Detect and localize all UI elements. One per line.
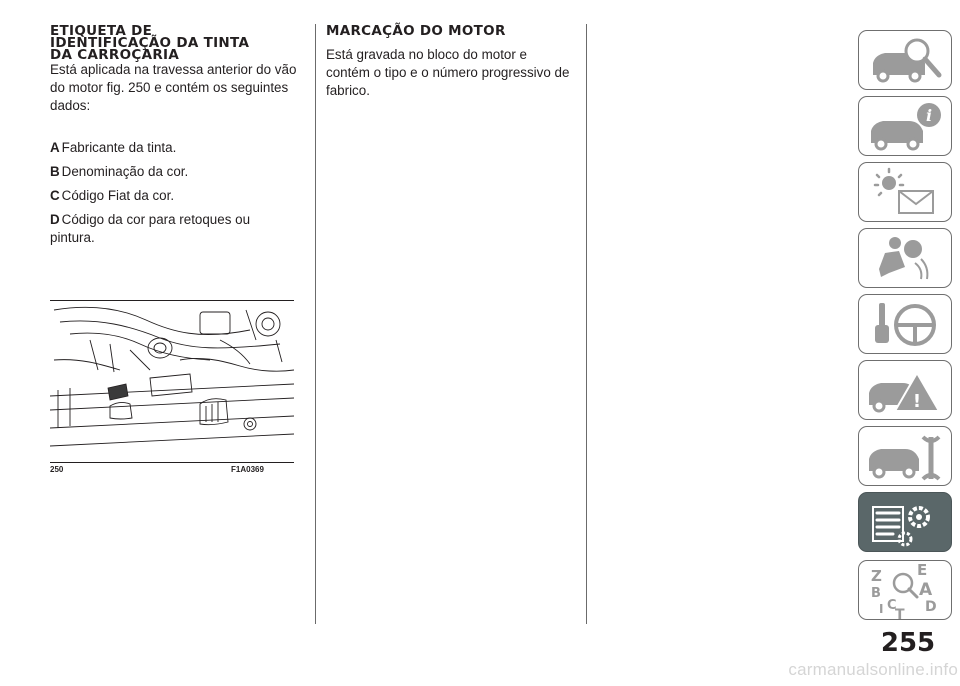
item-text-continued: pintura. [50,230,95,245]
paint-label-heading-line-2: IDENTIFICAÇÃO DA TINTA [50,35,250,51]
item-letter: C [50,188,60,203]
paint-label-heading-line-3: DA CARROÇARIA [50,47,180,63]
key-steering-wheel-icon [859,295,953,355]
intro-line-1: Está aplicada na travessa anterior do vão [50,62,297,77]
body-line-2: contém o tipo e o número progressivo de [326,65,570,80]
tab-car-search[interactable] [858,30,952,90]
engine-bay-figure [50,300,294,463]
car-wrench-icon [859,427,953,487]
engine-bay-illustration [50,300,294,463]
column-divider [315,24,316,624]
list-item [50,211,302,247]
svg-text:i: i [925,106,933,125]
item-text: Código Fiat da cor. [61,188,175,203]
engine-marking-heading: MARCAÇÃO DO MOTOR [326,23,506,39]
tab-car-maintenance[interactable] [858,426,952,486]
svg-text:!: ! [912,391,922,412]
index-letter: C [887,598,897,613]
figure-number: 250 [50,465,64,474]
figure-code: F1A0369 [231,465,264,474]
body-line-3: fabrico. [326,83,370,98]
warning-light-message-icon [859,163,953,223]
index-letter: E [917,561,928,579]
intro-line-2: do motor fig. 250 e contém os seguintes [50,80,289,95]
paint-label-heading-line-1: ETIQUETA DE [50,23,153,39]
item-text: Código da cor para retoques ou [61,212,251,227]
item-text: Fabricante da tinta. [61,140,177,155]
tab-alphabetical-index[interactable] [858,560,952,620]
index-letter: B [871,586,881,601]
column-divider [586,24,587,624]
page-number: 255 [880,628,936,658]
tab-car-info[interactable] [858,96,952,156]
index-letter: Z [871,567,882,585]
item-letter: B [50,164,60,179]
paint-label-intro [50,61,296,115]
engine-marking-body [326,46,569,100]
item-text: Denominação da cor. [61,164,189,179]
tab-seat-airbag[interactable] [858,228,952,288]
car-search-icon [859,31,953,91]
index-letter: A [919,580,933,600]
watermark: carmanualsonline.info [788,660,958,679]
car-warning-triangle-icon [859,361,953,421]
list-item [50,187,302,205]
item-letter: A [50,140,60,155]
item-letter: D [50,212,60,227]
index-letter: I [879,602,884,616]
body-line-1: Está gravada no bloco do motor e [326,47,527,62]
technical-data-gear-icon [859,493,953,553]
seat-airbag-icon [859,229,953,289]
index-letter: D [925,599,937,615]
list-item [50,163,302,181]
tab-key-steering[interactable] [858,294,952,354]
tab-warning-lights[interactable] [858,162,952,222]
alphabetical-index-icon [859,561,953,621]
paint-label-heading [50,25,300,61]
list-item [50,139,302,157]
tab-technical-data[interactable] [858,492,952,552]
car-info-icon [859,97,953,157]
index-letter: T [895,607,905,621]
tab-car-warning[interactable] [858,360,952,420]
intro-line-3: dados: [50,98,91,113]
